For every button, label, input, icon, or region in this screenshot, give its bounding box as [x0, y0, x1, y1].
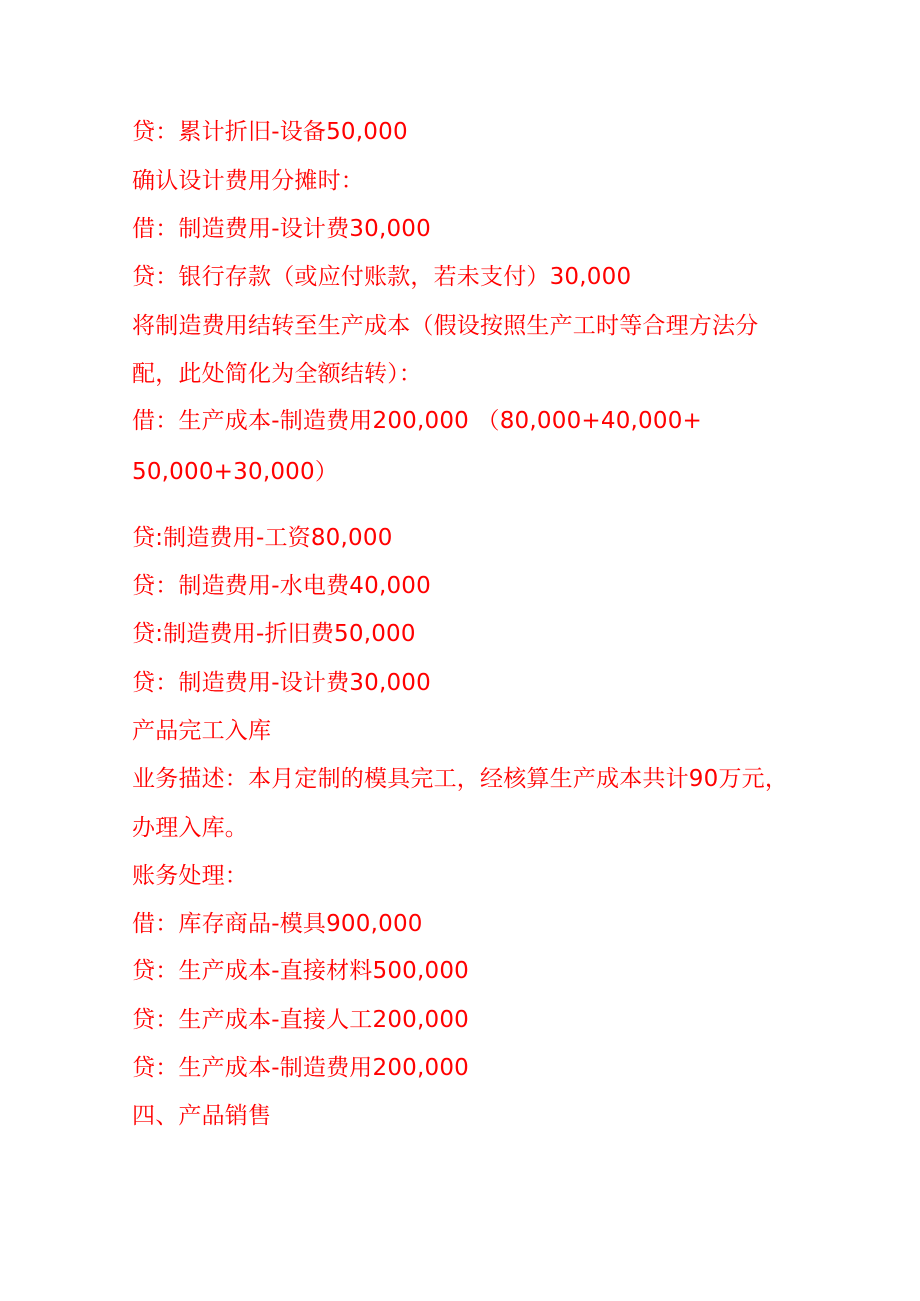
text-line-overhead-transfer-heading-1: 将制造费用结转至生产成本（假设按照生产工时等合理方法分	[132, 313, 759, 339]
section-heading-finished-goods: 产品完工入库	[132, 718, 272, 744]
text-line-credit-accumulated-depreciation: 贷：累计折旧-设备50,000	[132, 119, 408, 145]
text-line-credit-overhead-depreciation: 贷:制造费用-折旧费50,000	[132, 621, 416, 647]
text-line-credit-manufacturing-overhead: 贷：生产成本-制造费用200,000	[132, 1055, 470, 1081]
text-line-design-fee-allocation-heading: 确认设计费用分摊时：	[132, 168, 364, 194]
text-line-overhead-breakdown: 50,000+30,000）	[132, 459, 339, 485]
text-line-accounting-treatment-heading: 账务处理：	[132, 863, 248, 889]
text-line-credit-bank-deposit: 贷：银行存款（或应付账款，若未支付）30,000	[132, 264, 632, 290]
text-line-credit-direct-materials: 贷：生产成本-直接材料500,000	[132, 958, 470, 984]
text-line-business-description-cont: 办理入库。	[132, 815, 248, 841]
section-heading-product-sales: 四、产品销售	[132, 1103, 272, 1129]
text-line-business-description: 业务描述：本月定制的模具完工，经核算生产成本共计90万元，	[132, 766, 789, 792]
text-line-debit-production-cost-overhead: 借：生产成本-制造费用200,000 （80,000+40,000+	[132, 408, 703, 434]
text-line-debit-design-fee: 借：制造费用-设计费30,000	[132, 216, 431, 242]
text-line-credit-direct-labor: 贷：生产成本-直接人工200,000	[132, 1007, 470, 1033]
text-line-credit-overhead-design-fee: 贷：制造费用-设计费30,000	[132, 670, 431, 696]
text-line-credit-overhead-wages: 贷:制造费用-工资80,000	[132, 525, 393, 551]
text-line-credit-overhead-utilities: 贷：制造费用-水电费40,000	[132, 573, 431, 599]
text-line-debit-inventory-molds: 借：库存商品-模具900,000	[132, 911, 423, 937]
text-line-overhead-transfer-heading-2: 配，此处简化为全额结转）：	[132, 361, 423, 387]
